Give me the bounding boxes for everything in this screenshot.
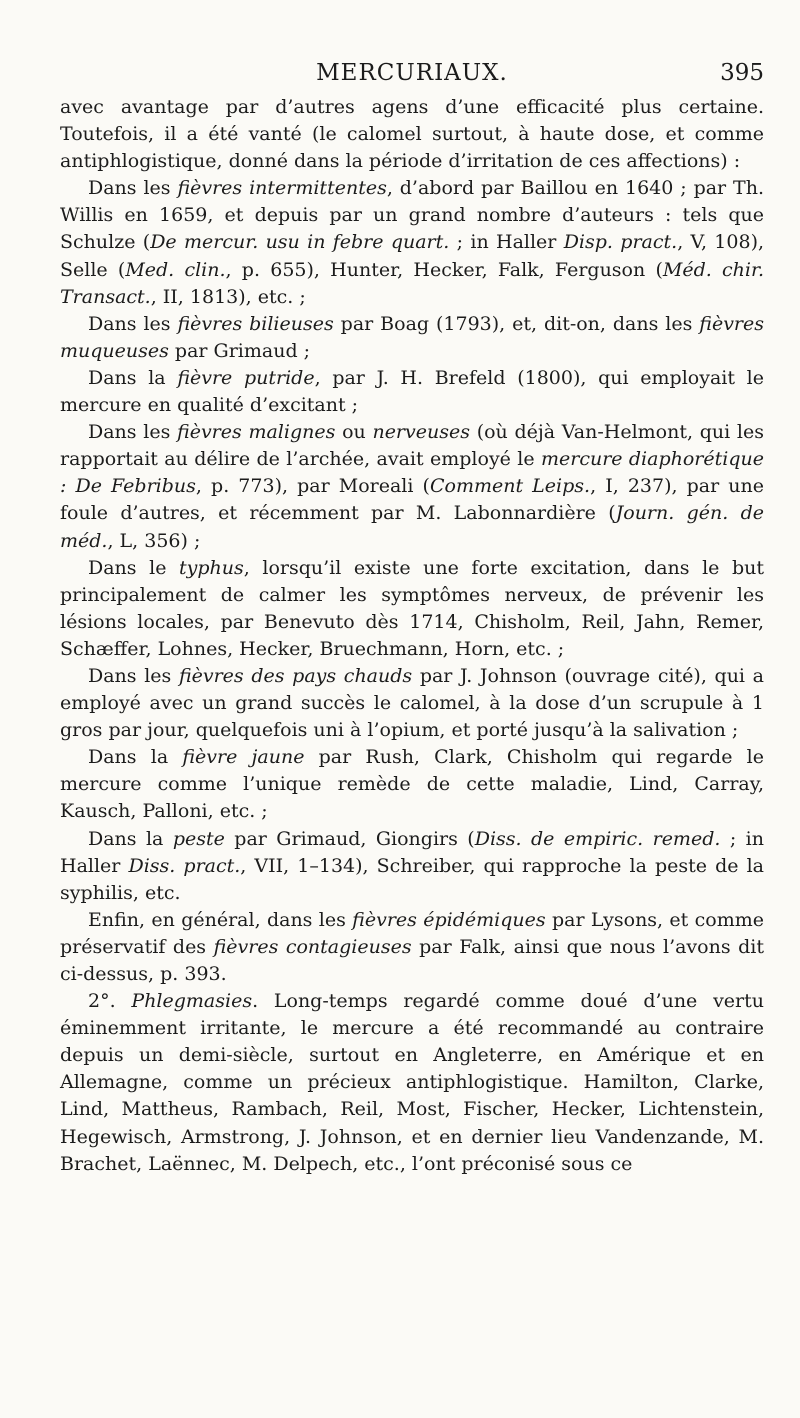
body-text	[60, 94, 764, 1178]
page-header	[60, 60, 764, 92]
text-run: par Lysons, et comme préservatif des	[60, 908, 765, 958]
italic-text: fièvres muqueuses	[60, 312, 765, 362]
paragraph	[60, 175, 764, 310]
text-run: Dans les	[88, 664, 179, 687]
text-run: Dans la	[88, 366, 178, 389]
text-run: , I, 237), par une foule d’autres, et récemment par M. Labonnardière (	[60, 475, 764, 525]
italic-text: fièvres malignes	[177, 421, 336, 444]
text-run: , II, 1813), etc. ;	[150, 285, 306, 308]
paragraph	[60, 311, 764, 365]
running-title: MERCURIAUX.	[316, 60, 508, 86]
italic-text: fièvre jaune	[182, 746, 305, 769]
text-run: Dans les	[88, 421, 178, 444]
text-run: ; in Haller	[60, 827, 764, 877]
text-run: par J. Johnson (ouvrage cité), qui a employé avec un grand succès le calomel, à la dose d’un scrupule à 1 gros par jour, quelquefois uni à l’opium, et porté jusqu’à la salivation ;	[60, 664, 764, 742]
text-run: Dans le	[88, 556, 180, 579]
text-run: , V, 108), Selle (	[60, 231, 765, 281]
italic-text: fièvre putride	[177, 366, 315, 389]
page-number: 395	[720, 60, 764, 86]
text-run: , L, 356) ;	[107, 529, 201, 552]
text-run: par Boag (1793), et, dit-on, dans les	[333, 312, 700, 335]
text-run: , p. 773), par Moreali (	[195, 475, 430, 498]
paragraph	[60, 663, 764, 744]
text-run: par Grimaud, Giongirs (	[224, 827, 475, 850]
text-run: avec avantage par d’autres agens d’une efficacité plus certaine. Toutefois, il a été vanté (le calomel surtout, à haute dose, et comme antiphlogistique, donné dans la période d’irritation de ces affections) :	[60, 96, 764, 173]
text-run: Dans les	[88, 312, 178, 335]
italic-text: fièvres bilieuses	[177, 312, 334, 335]
text-run: Enfin, en général, dans les	[88, 908, 353, 931]
italic-text: Med. clin.	[125, 258, 226, 281]
text-run: Dans la	[88, 827, 173, 850]
paragraph	[60, 555, 764, 663]
italic-text: typhus	[179, 556, 244, 579]
italic-text: fièvres épidémiques	[352, 908, 546, 931]
paragraph	[60, 365, 764, 419]
text-run: , d’abord par Baillou en 1640 ; par Th. Willis en 1659, et depuis par un grand nombre d’auteurs : tels que Schulze (	[60, 177, 764, 254]
paragraph	[60, 988, 764, 1178]
text-run: , par J. H. Brefeld (1800), qui employait le mercure en qualité d’excitant ;	[60, 366, 764, 417]
text-run: par Falk, ainsi que nous l’avons dit ci-dessus, p. 393.	[60, 935, 764, 985]
text-run: par Rush, Clark, Chisholm qui regarde le mercure comme l’unique remède de cette maladie, Lind, Carray, Kausch, Palloni, etc. ;	[60, 746, 764, 823]
paragraph	[60, 744, 764, 825]
italic-text: mercure diaphorétique : De Febribus	[60, 448, 764, 498]
text-run: ou	[335, 421, 373, 444]
italic-text: Diss. pract.	[128, 854, 241, 877]
italic-text: Phlegmasies	[131, 990, 253, 1013]
italic-text: Journ. gén. de méd.	[60, 502, 764, 552]
text-run: . Long-temps regardé comme doué d’une vertu éminemment irritante, le mercure a été recommandé au contraire depuis un demi-siècle, surtout en Angleterre, en Amérique et en Allemagne, comme un précieux antiphlogistique. Hamilton, Clarke, Lind, Mattheus, Rambach, Reil, Most, Fischer, Hecker, Lichtenstein, Hegewisch, Armstrong, J. Johnson, et en dernier lieu Vandenzande, M. Brachet, Laënnec, M. Delpech, etc., l’ont préconisé sous ce	[60, 990, 765, 1175]
italic-text: nerveuses	[372, 421, 470, 444]
italic-text: Disp. pract.	[563, 231, 678, 254]
text-run: 2°.	[88, 990, 132, 1013]
italic-text: fièvres des pays chauds	[178, 664, 413, 687]
italic-text: fièvres contagieuses	[213, 935, 412, 958]
italic-text: peste	[172, 827, 225, 850]
paragraph	[60, 907, 764, 988]
text-run: , lorsqu’il existe une forte excitation, dans le but principalement de calmer les symptômes nerveux, de prévenir les lésions locales, par Benevuto dès 1714, Chisholm, Reil, Jahn, Remer, Schæffer, Lohnes, Hecker, Bruechmann, Horn, etc. ;	[60, 556, 765, 660]
text-run: ; in Haller	[449, 231, 564, 254]
paragraph	[60, 94, 764, 175]
text-run: (où déjà Van-Helmont, qui les rapportait au délire de l’archée, avait employé le	[60, 421, 764, 471]
text-run: Dans la	[88, 746, 183, 769]
text-run: , VII, 1–134), Schreiber, qui rapproche la peste de la syphilis, etc.	[60, 854, 764, 904]
text-run: par Grimaud ;	[168, 339, 311, 362]
paragraph	[60, 419, 764, 554]
text-run: Dans les	[88, 177, 178, 200]
italic-text: fièvres intermittentes	[177, 177, 387, 200]
text-run: , p. 655), Hunter, Hecker, Falk, Ferguson (	[225, 258, 663, 281]
paragraph	[60, 826, 764, 907]
italic-text: Méd. chir. Transact.	[60, 258, 765, 308]
italic-text: De mercur. usu in febre quart.	[150, 231, 450, 254]
italic-text: Comment Leips.	[429, 475, 591, 498]
italic-text: Diss. de empiric. remed.	[474, 827, 721, 850]
